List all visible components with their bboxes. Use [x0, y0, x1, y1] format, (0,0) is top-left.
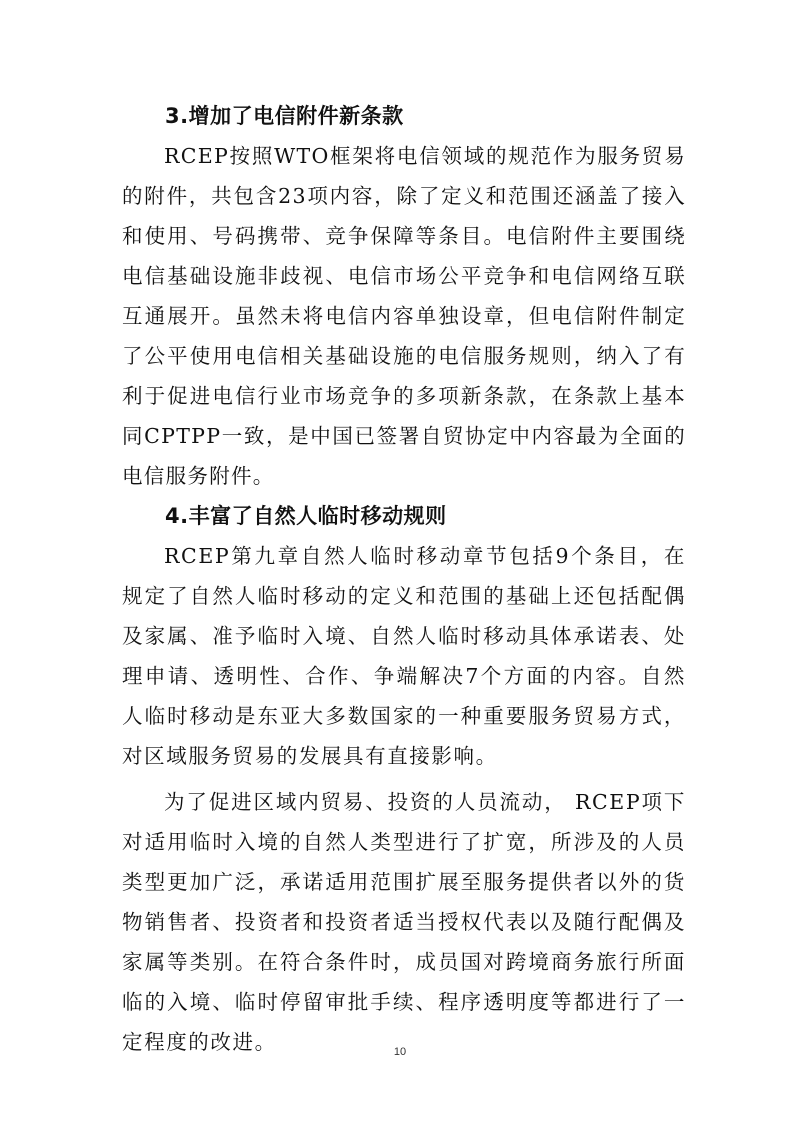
document-body	[122, 96, 686, 1062]
paragraph-natural-persons-expansion: 为了促进区域内贸易、投资的人员流动， RCEP项下对适用临时入境的自然人类型进行了扩宽，所涉及的人员类型更加广泛，承诺适用范围扩展至服务提供者以外的货物销售者、投资者和投资者适当授权代表以及随行配偶及家属等类别。在符合条件时，成员国对跨境商务旅行所面临的入境、临时停留审批手续、程序透明度等都进行了一定程度的改进。	[122, 790, 686, 1054]
section-heading-natural-persons: 4.丰富了自然人临时移动规则	[165, 504, 447, 528]
paragraph-telecom-annex: RCEP按照WTO框架将电信领域的规范作为服务贸易的附件，共包含23项内容，除了定义和范围还涵盖了接入和使用、号码携带、竞争保障等条目。电信附件主要围绕电信基础设施非歧视、电信市场公平竞争和电信网络互联互通展开。虽然未将电信内容单独设章，但电信附件制定了公平使用电信相关基础设施的电信服务规则，纳入了有利于促进电信行业市场竞争的多项新条款，在条款上基本同CPTPP一致，是中国已签署自贸协定中内容最为全面的电信服务附件。	[122, 144, 686, 488]
section-heading-telecom-annex: 3.增加了电信附件新条款	[165, 104, 404, 128]
paragraph-natural-persons-rules: RCEP第九章自然人临时移动章节包括9个条目，在规定了自然人临时移动的定义和范围的基础上还包括配偶及家属、准予临时入境、自然人临时移动具体承诺表、处理申请、透明性、合作、争端解决7个方面的内容。自然人临时移动是东亚大多数国家的一种重要服务贸易方式，对区域服务贸易的发展具有直接影响。	[122, 544, 686, 768]
page-number: 10	[393, 1046, 407, 1058]
